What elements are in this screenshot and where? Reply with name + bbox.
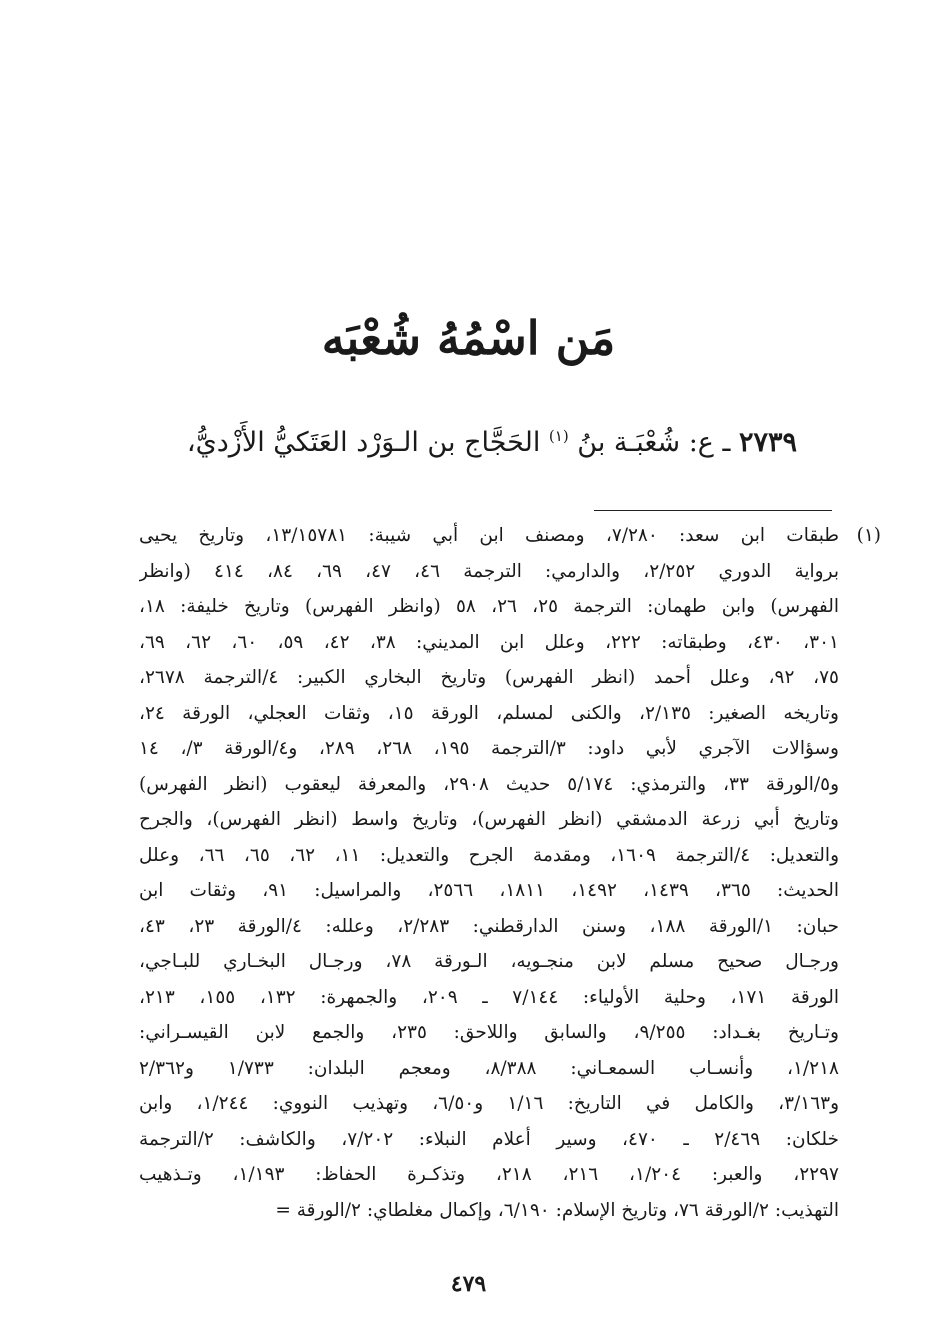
footnote-separator	[594, 510, 832, 511]
footnote-line: التهذيب: ٢/الورقة ٧٦، وتاريخ الإسلام: ٦/١٩٠، وإكمال مغلطاي: ٢/الورقة =	[275, 1199, 839, 1221]
entry-name-rest: الحَجَّاج بن الـوَرْد العَتَكيُّ الأَزْديُّ،	[186, 427, 549, 458]
footnote-reference: (١)	[548, 427, 569, 445]
footnote-line: ١/٢١٨، وأنسـاب السمعـاني: ٨/٣٨٨، ومعجم البلدان: ١/٧٣٣ و٢/٣٦٢	[139, 1057, 839, 1079]
entry-symbol: ع:	[680, 427, 714, 458]
footnote-line: ورجـال صحيح مسلم لابن منجـويه، الـورقة ٧٨، ورجـال البخـاري للبـاجي،	[139, 951, 839, 972]
entry-number: ٢٧٣٩	[738, 427, 797, 458]
footnote-line: ٧٥، ٩٢، وعلل أحمد (انظر الفهرس) وتاريخ البخاري الكبير: ٤/الترجمة ٢٦٧٨،	[139, 667, 839, 688]
footnote-line: الفهرس) وابن طهمان: الترجمة ٢٥، ٢٦، ٥٨ (وانظر الفهرس) وتاريخ خليفة: ١٨،	[139, 596, 839, 617]
footnote-line: و٥/الورقة ٣٣، والترمذي: ٥/١٧٤ حديث ٢٩٠٨، والمعرفة ليعقوب (انظر الفهرس)	[139, 773, 839, 795]
footnote-line: خلكان: ٢/٤٦٩ ـ ٤٧٠، وسير أعلام النبلاء: ٧/٢٠٢، والكاشف: ٢/الترجمة	[139, 1128, 839, 1150]
footnote-line: الورقة ١٧١، وحلية الأولياء: ٧/١٤٤ ـ ٢٠٩، والجمهرة: ١٣٢، ١٥٥، ٢١٣،	[139, 986, 839, 1008]
footnote-line: والتعديل: ٤/الترجمة ١٦٠٩، ومقدمة الجرح والتعديل: ١١، ٦٢، ٦٥، ٦٦، وعلل	[139, 844, 839, 866]
page-number: ٤٧٩	[450, 1271, 487, 1297]
footnote-line: وتاريخه الصغير: ٢/١٣٥، والكنى لمسلم، الورقة ١٥، وثقات العجلي، الورقة ٢٤،	[139, 702, 839, 724]
entry-name-start: شُعْبَـة بنُ	[568, 427, 681, 458]
footnote-line: حبان: ١/الورقة ١٨٨، وسنن الدارقطني: ٢/٢٨٣، وعلله: ٤/الورقة ٢٣، ٤٣،	[139, 915, 839, 937]
footnote-line: و٣/١٦٣، والكامل في التاريخ: ١/١٦ و٦/٥٠، وتهذيب النووي: ١/٢٤٤، وابن	[139, 1093, 839, 1114]
footnote-line: وتـاريخ بغـداد: ٩/٢٥٥، والسابق واللاحق: ٢٣٥، والجمع لابن القيسـراني:	[139, 1022, 839, 1043]
footnote-line: وتاريخ أبي زرعة الدمشقي (انظر الفهرس)، وتاريخ واسط (انظر الفهرس)، والجرح	[139, 809, 839, 830]
chapter-title: مَن اسْمُهُ شُعْبَه	[321, 311, 616, 365]
footnote-line: برواية الدوري ٢/٢٥٢، والدارمي: الترجمة ٤٦، ٤٧، ٦٩، ٨٤، ٤١٤ (وانظر	[139, 560, 839, 582]
entry-dash: ـ	[713, 427, 739, 458]
footnote-marker: (١)	[856, 525, 881, 546]
biography-entry	[107, 408, 797, 471]
footnote-line: ٢٢٩٧، والعبر: ١/٢٠٤، ٢١٦، ٢١٨، وتذكـرة الحفاظ: ١/١٩٣، وتـذهيب	[139, 1164, 839, 1185]
footnote-line: الحديث: ٣٦٥، ١٤٣٩، ١٤٩٢، ١٨١١، ٢٥٦٦، والمراسيل: ٩١، وثقات ابن	[139, 880, 839, 901]
footnote-line: طبقات ابن سعد: ٧/٢٨٠، ومصنف ابن أبي شيبة: ١٣/١٥٧٨١، وتاريخ يحيى	[139, 525, 839, 546]
footnote-line: وسؤالات الآجري لأبي داود: ٣/الترجمة ١٩٥، ٢٦٨، ٢٨٩، و٤/الورقة ٣/، ١٤	[139, 738, 839, 759]
footnote	[139, 518, 881, 1228]
footnote-line: ٣٠١، ٤٣٠، وطبقاته: ٢٢٢، وعلل ابن المديني: ٣٨، ٤٢، ٥٩، ٦٠، ٦٢، ٦٩،	[139, 631, 839, 653]
